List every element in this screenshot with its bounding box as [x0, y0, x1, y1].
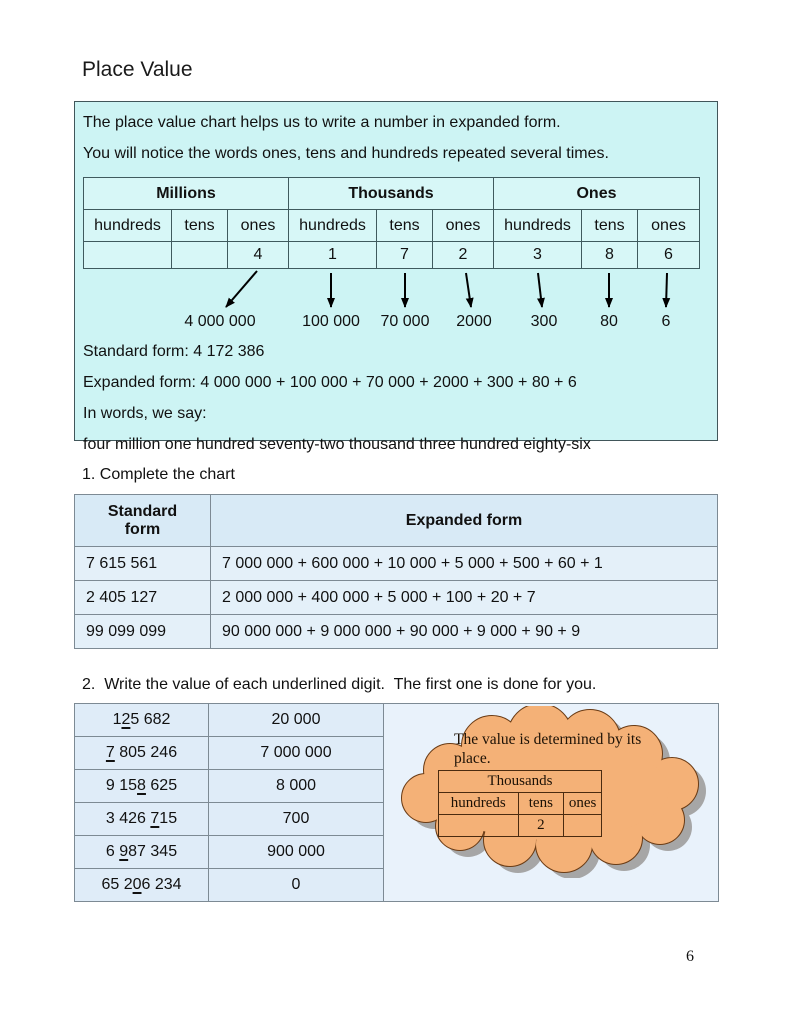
pv-group-millions: Millions	[84, 178, 289, 210]
number-cell: 65 206 234	[75, 869, 209, 902]
mini-group-thousands: Thousands	[439, 771, 602, 793]
table-row	[75, 704, 719, 737]
pv-digit-cell: 6	[638, 242, 700, 269]
pv-col-header: tens	[172, 210, 228, 242]
mini-col-header: tens	[518, 793, 564, 815]
in-words-text: four million one hundred seventy-two thousand three hundred eighty-six	[83, 436, 591, 453]
pv-col-header: tens	[582, 210, 638, 242]
expanded-form-cell: 7 000 000 + 600 000 + 10 000 + 5 000 + 500 + 60 + 1	[211, 547, 718, 581]
pv-col-header: hundreds	[494, 210, 582, 242]
page-title: Place Value	[82, 58, 193, 81]
place-value: 2000	[456, 313, 492, 330]
pv-digit-cell	[172, 242, 228, 269]
pv-digit-cell: 3	[494, 242, 582, 269]
pv-digit-cell: 4	[228, 242, 289, 269]
pv-col-header: hundreds	[289, 210, 377, 242]
pv-group-ones: Ones	[494, 178, 700, 210]
pv-group-thousands: Thousands	[289, 178, 494, 210]
pv-col-header: ones	[638, 210, 700, 242]
intro-line-2: You will notice the words ones, tens and hundreds repeated several times.	[83, 145, 609, 162]
q1-col-expanded: Expanded form	[211, 495, 718, 547]
pv-digit-cell	[84, 242, 172, 269]
standard-form-cell: 7 615 561	[75, 547, 211, 581]
pv-digit-cell: 7	[377, 242, 433, 269]
cloud-mini-chart	[438, 770, 602, 837]
pv-col-header: ones	[228, 210, 289, 242]
standard-form-cell: 2 405 127	[75, 581, 211, 615]
place-value-chart	[83, 177, 700, 269]
number-cell: 9 158 625	[75, 770, 209, 803]
expanded-form-line: Expanded form: 4 000 000 + 100 000 + 70 000 + 2000 + 300 + 80 + 6	[83, 374, 577, 391]
place-value: 70 000	[380, 313, 430, 330]
q1-heading: 1. Complete the chart	[82, 466, 235, 483]
table-row	[75, 547, 718, 581]
q2-table	[74, 703, 719, 902]
pv-col-header: ones	[433, 210, 494, 242]
standard-form-line: Standard form: 4 172 386	[83, 343, 265, 360]
mini-col-header: ones	[564, 793, 602, 815]
mini-digit-cell	[564, 815, 602, 837]
standard-form-cell: 99 099 099	[75, 615, 211, 649]
place-value: 300	[530, 313, 558, 330]
expanded-values-row	[83, 313, 699, 333]
value-cell: 7 000 000	[209, 737, 384, 770]
q1-col-standard: Standard form	[75, 495, 211, 547]
table-row	[75, 581, 718, 615]
value-cell: 900 000	[209, 836, 384, 869]
intro-box	[74, 101, 718, 453]
intro-line-1: The place value chart helps us to write a number in expanded form.	[83, 114, 561, 131]
value-cell: 20 000	[209, 704, 384, 737]
pv-digit-cell: 8	[582, 242, 638, 269]
mini-col-header: hundreds	[439, 793, 519, 815]
q1-table	[74, 494, 718, 649]
number-cell: 3 426 715	[75, 803, 209, 836]
table-row	[75, 615, 718, 649]
hint-cloud-cell	[384, 704, 719, 902]
number-cell: 7 805 246	[75, 737, 209, 770]
mini-digit-cell: 2	[518, 815, 564, 837]
expanded-form-cell: 2 000 000 + 400 000 + 5 000 + 100 + 20 + 7	[211, 581, 718, 615]
cloud-hint-text: The value is determined by its place.	[454, 731, 642, 767]
place-value: 4 000 000	[184, 313, 256, 330]
value-cell: 0	[209, 869, 384, 902]
pv-col-header: tens	[377, 210, 433, 242]
number-cell: 125 682	[75, 704, 209, 737]
pv-digit-cell: 2	[433, 242, 494, 269]
down-arrow-icons	[83, 269, 699, 313]
place-value: 80	[600, 313, 618, 330]
in-words-label: In words, we say:	[83, 405, 207, 422]
mini-digit-cell	[439, 815, 519, 837]
pv-col-header: hundreds	[84, 210, 172, 242]
expanded-form-cell: 90 000 000 + 9 000 000 + 90 000 + 9 000 + 90 + 9	[211, 615, 718, 649]
value-cell: 700	[209, 803, 384, 836]
number-cell: 6 987 345	[75, 836, 209, 869]
place-value: 100 000	[302, 313, 360, 330]
value-cell: 8 000	[209, 770, 384, 803]
q2-heading: 2. Write the value of each underlined digit. The first one is done for you.	[82, 676, 597, 693]
place-value: 6	[661, 313, 671, 330]
pv-digit-cell: 1	[289, 242, 377, 269]
page-number: 6	[686, 948, 694, 965]
